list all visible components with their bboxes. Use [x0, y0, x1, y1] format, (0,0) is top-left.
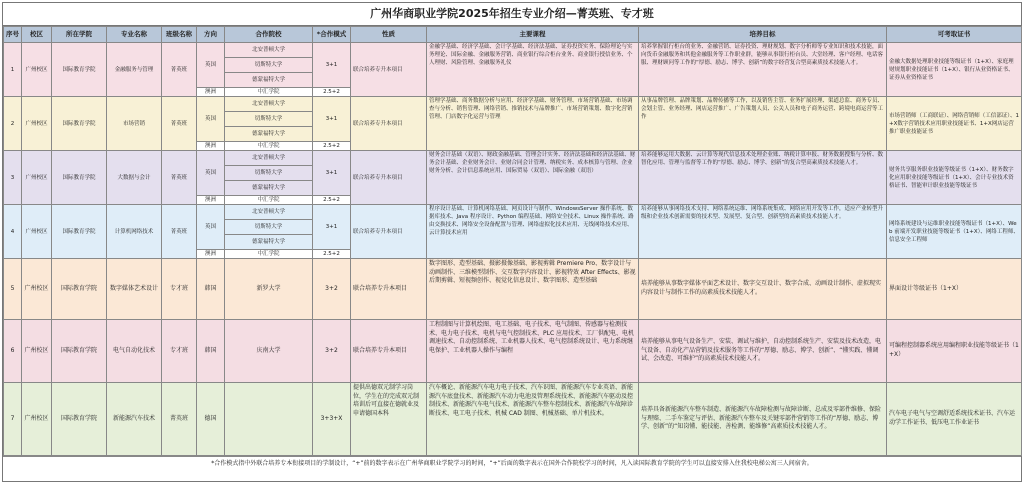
campus-cell: 广州校区 — [22, 259, 52, 320]
partner-school-cell: 德蒙福特大学 — [225, 73, 313, 88]
partner-school-cell: 德蒙福特大学 — [225, 127, 313, 142]
partner-school-cell: 北安普顿大学 — [225, 151, 313, 166]
direction-cell: 澳洲 — [197, 142, 225, 151]
mode-cell: 3+1 — [313, 43, 351, 88]
goal-cell: 培养能够从事电气设备生产、安装、调试与维护，自动控制系统生产、安装及技术改造，电气设备、自动化产品营销及技术服务等工作的“厚德、励志、博学、创新”、“懂实践、懂调试、会改造、可维护”的高素质技术技能人才。 — [639, 320, 887, 383]
courses-cell: 管理学基础、商务数据分析与应用、经济学基础、财务管理、市场营销基础、市场调查与分析、销售管理、网络营销、推销技术与品牌推广、市场营销策划、数字化营销管理、门店数字化运营与管理 — [427, 97, 639, 151]
college-cell: 国际教育学院 — [52, 259, 107, 320]
class-cell: 菁英班 — [162, 43, 197, 97]
mode-cell: 3+3+X — [313, 383, 351, 456]
mode-cell: 2.5+2 — [313, 250, 351, 259]
row-number: 6 — [4, 320, 22, 383]
column-header: 方向 — [197, 27, 225, 43]
class-cell: 菁英班 — [162, 97, 197, 151]
direction-cell: 韩国 — [197, 320, 225, 383]
nature-cell: 联合培养专升本项目 — [351, 43, 427, 97]
column-header: 序号 — [4, 27, 22, 43]
college-cell: 国际教育学院 — [52, 320, 107, 383]
partner-school-cell: 庆南大学 — [225, 320, 313, 383]
major-table — [3, 26, 1022, 456]
direction-cell: 英国 — [197, 151, 225, 196]
row-number: 7 — [4, 383, 22, 456]
campus-cell: 广州校区 — [22, 383, 52, 456]
courses-cell: 工程制图与计算机绘图、电工基础、电子技术、电气制图、传感器与检测技术、电力电子技术、电机与电气控制技术、PLC 应用技术、工厂供配电、电机调速技术、自动控制系统、工业机器人技术、电气控制系统设计、电力系统继电保护、工业机器人操作与编程 — [427, 320, 639, 383]
column-header: 可考取证书 — [887, 27, 1022, 43]
direction-cell: 澳洲 — [197, 88, 225, 97]
mode-cell: 3+2 — [313, 259, 351, 320]
table-header-row — [4, 27, 1022, 43]
table-row — [4, 97, 1022, 112]
direction-cell: 英国 — [197, 43, 225, 88]
courses-cell: 汽车概论、新能源汽车电力电子技术、汽车识图、新能源汽车专业英语、新能源汽车底盘技术、新能源汽车动力电池及管理系统技术、新能源汽车驱动及控制技术、新能源汽车电气技术、新能源汽车整车控制技术、新能源汽车故障诊断技术、电工电子技术、机械 CAD 制图、机械基础、单片机技术。 — [427, 383, 639, 456]
class-cell: 菁英班 — [162, 151, 197, 205]
nature-cell: 提供出德双元制学习岗位，学生在的完成双元制培训后可直接在德就业及申请德国本科 — [351, 383, 427, 456]
table-row — [4, 151, 1022, 166]
table-row — [4, 320, 1022, 383]
partner-school-cell: 切斯特大学 — [225, 112, 313, 127]
mode-cell: 2.5+2 — [313, 142, 351, 151]
column-header: 合作院校 — [225, 27, 313, 43]
row-number: 3 — [4, 151, 22, 205]
mode-cell: 2.5+2 — [313, 88, 351, 97]
campus-cell: 广州校区 — [22, 320, 52, 383]
major-cell: 计算机网络技术 — [107, 205, 162, 259]
goal-cell: 从事品牌管理、品牌策划、品牌传播等工作，以及销售主管、业务扩展经理、渠道总监、商务专员、会划主管、业务经理、网店运营推广、广告策划人员、公关人员和电子商务运营、跨境电商运营等工作 — [639, 97, 887, 151]
direction-cell: 澳洲 — [197, 250, 225, 259]
campus-cell: 广州校区 — [22, 205, 52, 259]
partner-school-cell: 切斯特大学 — [225, 220, 313, 235]
nature-cell: 联合培养专升本项目 — [351, 97, 427, 151]
certs-cell: 界面设计等级证书（1+X） — [887, 259, 1022, 320]
column-header: 所在学院 — [52, 27, 107, 43]
courses-cell: 金融学基础、经济学基础、会计学基础、经济法基础、证券投资实务、保险理论与实务理论、国际金融、金融服务营销、商业银行综合柜台业务、商业银行授信业务、个人理财、风险管理、金融服务礼仪 — [427, 43, 639, 97]
certs-cell: 金融大数据处理职业技能等级证书（1+X）、家庭理财规划职业技能证书（1+X）、银行从业资格证书、证券从业资格证书 — [887, 43, 1022, 97]
goal-cell: 培养具备新能源汽车整车制造、新能源汽车故障检测与故障诊断、总成及零部件维修、保险与理赔、二手车鉴定与评估、新能源汽车整车及关键零部件营销等工作的“厚德、励志、博学、创新”的“知岗懂、能技能、善检测、能维修”高素质技术技能人才。 — [639, 383, 887, 456]
column-header: 性质 — [351, 27, 427, 43]
nature-cell: 联合培养专升本项目 — [351, 259, 427, 320]
class-cell: 专才班 — [162, 320, 197, 383]
college-cell: 国际教育学院 — [52, 43, 107, 97]
goal-cell: 培养能够从事网络技术支持、网络系统运维、网络系统集成、网络应用开发等工作，适应产业转型升级和企业技术创新需要的技术型、发展型、复合型、创新型的高素质技术技能人才。 — [639, 205, 887, 259]
certs-cell: 财务共享服务职业技能等级证书（1+X）、财务数字化应用职业技能等级证书（1+X）、会计专业技术资格证书、智能审计职业技能等级证书 — [887, 151, 1022, 205]
partner-school-cell: 中汇学院 — [225, 250, 313, 259]
college-cell: 国际教育学院 — [52, 383, 107, 456]
partner-school-cell: 新罗大学 — [225, 259, 313, 320]
partner-school-cell: 北安普顿大学 — [225, 97, 313, 112]
column-header: 培养目标 — [639, 27, 887, 43]
class-cell: 菁英班 — [162, 383, 197, 456]
column-header: 专业名称 — [107, 27, 162, 43]
partner-school-cell: 中汇学院 — [225, 88, 313, 97]
table-row — [4, 43, 1022, 58]
class-cell: 菁英班 — [162, 205, 197, 259]
major-cell: 金融服务与管理 — [107, 43, 162, 97]
certs-cell: 汽车电子电气与空调舒适系统技术证书、汽车运动学工作证书、低压电工作业证书 — [887, 383, 1022, 456]
direction-cell: 澳洲 — [197, 196, 225, 205]
footnote: *合作模式指中外联合培养专本衔接项目的学制设计，“+”前的数字表示在广州华商职业学院学习的时间，“+”后面的数字表示在国外合作院校学习的时间，凡入读国际教育学院的学生可以直接安排入住我校电梯公寓三人间宿舍。 — [3, 456, 1021, 471]
direction-cell: 德国 — [197, 383, 225, 456]
goal-cell: 培养掌握银行柜台的业务、金融营销、证券投资、理财规划、数字分析师等专业知识和技术技能，面向货币金融服务和其他金融服务等工作职业群，能够从事银行柜台员、大堂经理、客户经理、电话客服、理财顾问等工作的“厚德、励志、博学、创新”的数字经营复合型高素质技术技能人才。 — [639, 43, 887, 97]
page-title: 广州华商职业学院2025年招生专业介绍—菁英班、专才班 — [3, 3, 1021, 26]
partner-school-cell — [225, 383, 313, 456]
nature-cell: 联合培养专升本项目 — [351, 151, 427, 205]
goal-cell: 培养能够运用大数据、云计算等现代信息技术处理企业账、纳税计算申报、财务数据搜集与分析、数智化应用、管理与监督等工作的“厚德、励志、博学、创新”的复合型高素质技术技能人才。 — [639, 151, 887, 205]
certs-cell: 市场营销师（工商联证）、网络营销师（工信部证）、1+X数字营销技术应用职业技能证书、1+X网店运营推广职业技能证书 — [887, 97, 1022, 151]
college-cell: 国际教育学院 — [52, 205, 107, 259]
courses-cell: 数字图形、造型基础、摄影摄像基础、影视剪辑 Premiere Pro、数字设计与动画制作、三维模型制作、交互数字内容设计、影视特效 After Effects、影视后期剪辑、短视频创作、视觉化信息设计、数字图形、造型基础 — [427, 259, 639, 320]
table-row — [4, 259, 1022, 320]
direction-cell: 韩国 — [197, 259, 225, 320]
partner-school-cell: 切斯特大学 — [225, 58, 313, 73]
row-number: 5 — [4, 259, 22, 320]
campus-cell: 广州校区 — [22, 151, 52, 205]
row-number: 2 — [4, 97, 22, 151]
nature-cell: 联合培养专升本项目 — [351, 320, 427, 383]
nature-cell: 联合培养专升本项目 — [351, 205, 427, 259]
certs-cell: 网络系统建设与运维职业技能等级证书（1+X）、Web 前端开发职业技能等级证书（1+X）、网络工程师、信息安全工程师 — [887, 205, 1022, 259]
row-number: 1 — [4, 43, 22, 97]
partner-school-cell: 中汇学院 — [225, 142, 313, 151]
major-cell: 新能源汽车技术 — [107, 383, 162, 456]
college-cell: 国际教育学院 — [52, 97, 107, 151]
mode-cell: 3+1 — [313, 151, 351, 196]
row-number: 4 — [4, 205, 22, 259]
table-row — [4, 205, 1022, 220]
certs-cell: 可编程控制器系统应用编程职业技能等级证书（1+X） — [887, 320, 1022, 383]
direction-cell: 英国 — [197, 97, 225, 142]
class-cell: 专才班 — [162, 259, 197, 320]
column-header: 主要课程 — [427, 27, 639, 43]
major-cell: 市场营销 — [107, 97, 162, 151]
mode-cell: 2.5+2 — [313, 196, 351, 205]
courses-cell: 程序设计基础、计算机网络基础、网页设计与制作、WindowsServer 操作系统、数据库技术、Java 程序设计、Python 编程基础、网络安全技术、Linux 操作系统、路由交换技术、网络安全设备配置与管理、网络虚拟化技术应用、无线网络技术应用、云计算技术应用 — [427, 205, 639, 259]
campus-cell: 广州校区 — [22, 97, 52, 151]
partner-school-cell: 切斯特大学 — [225, 166, 313, 181]
mode-cell: 3+1 — [313, 97, 351, 142]
direction-cell: 英国 — [197, 205, 225, 250]
partner-school-cell: 德蒙福特大学 — [225, 235, 313, 250]
goal-cell: 培养能够从事数字媒体平面艺术设计、数字交互设计、数字合成、动画设计制作、虚拟现实内容设计与制作工作的高素质技术技能人才。 — [639, 259, 887, 320]
column-header: 校区 — [22, 27, 52, 43]
mode-cell: 3+2 — [313, 320, 351, 383]
courses-cell: 财务会计基础（双语）、财政金融基础、管理会计实务、经济法基础和经济法基础、财务会计基础、企业财务会计、业财合同会计管理、纳税实务、成本核算与管理、企业财务分析、会计信息系统应用、国际贸易（双语）、国际金融（双语） — [427, 151, 639, 205]
column-header: *合作模式 — [313, 27, 351, 43]
major-cell: 大数据与会计 — [107, 151, 162, 205]
admission-table-sheet — [2, 2, 1022, 482]
major-cell: 电气自动化技术 — [107, 320, 162, 383]
mode-cell: 3+1 — [313, 205, 351, 250]
partner-school-cell: 北安普顿大学 — [225, 205, 313, 220]
table-row — [4, 383, 1022, 456]
college-cell: 国际教育学院 — [52, 151, 107, 205]
major-cell: 数字媒体艺术设计 — [107, 259, 162, 320]
partner-school-cell: 中汇学院 — [225, 196, 313, 205]
column-header: 班级名称 — [162, 27, 197, 43]
partner-school-cell: 北安普顿大学 — [225, 43, 313, 58]
partner-school-cell: 德蒙福特大学 — [225, 181, 313, 196]
campus-cell: 广州校区 — [22, 43, 52, 97]
